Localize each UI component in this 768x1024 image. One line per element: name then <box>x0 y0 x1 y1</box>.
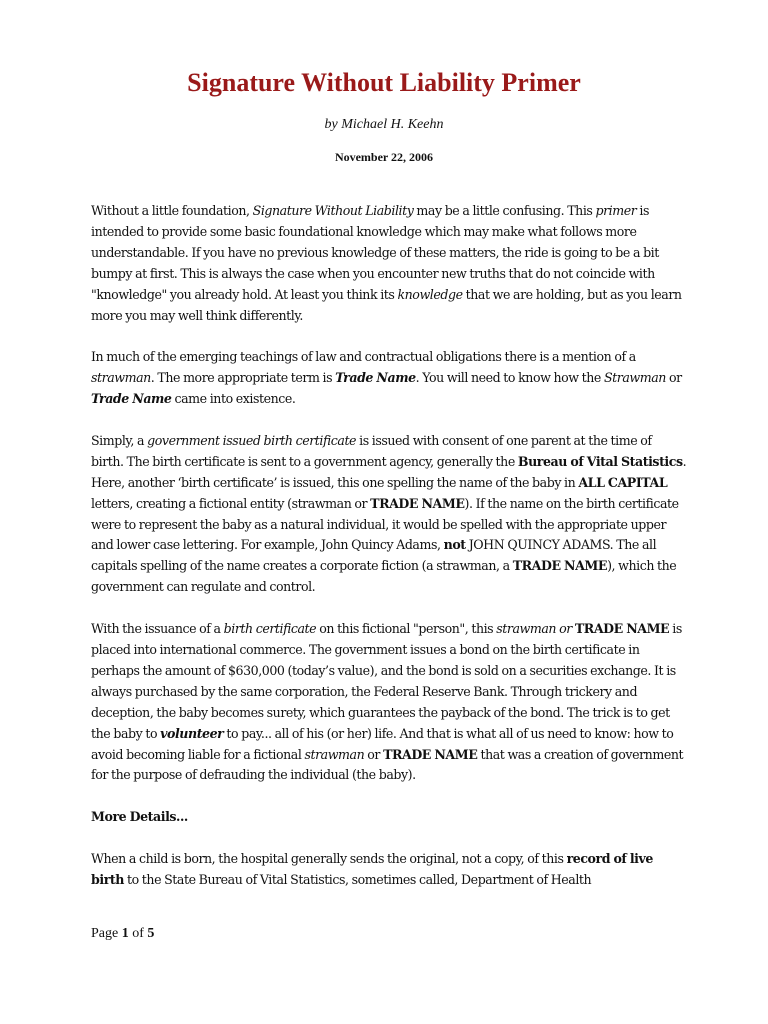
document-title: Signature Without Liability Primer <box>187 68 581 97</box>
publication-date: November 22, 2006 <box>334 150 434 164</box>
text-run: When a child is born, the hospital generally sends the original, not a copy, of this <box>91 851 567 867</box>
emphasized-text: Trade Name <box>91 391 172 407</box>
section-heading <box>91 807 687 828</box>
emphasized-text: TRADE NAME <box>370 495 465 511</box>
text-run: may be a little confusing. This <box>413 203 596 218</box>
total-page-count: 5 <box>147 926 155 941</box>
emphasized-text: strawman or <box>496 621 572 637</box>
emphasized-text: Trade Name <box>335 370 416 386</box>
emphasized-text: volunteer <box>160 725 224 741</box>
text-run: is intended to provide some basic foundational knowledge which may make what follows more understandable. If you have no previous knowledge of these matters, the ride is going to be a bit bumpy at first. This is always the case when you encounter new truths that do not coincide with "knowledge" you already hold. At least you think its <box>91 203 659 302</box>
text-run: ). If the name on the birth certificate were to represent the baby as a natural individual, it would be spelled with the appropriate upper and lower case lettering. For example, John Quincy Adams, <box>91 495 679 553</box>
text-run: . The more appropriate term is <box>150 370 336 386</box>
emphasized-text: strawman <box>304 746 365 762</box>
emphasized-text: knowledge <box>397 286 463 302</box>
text-run: that was a creation of government for the purpose of defrauding the individual (the baby). <box>91 746 684 783</box>
emphasized-text: not <box>443 537 466 553</box>
text-run: letters, creating a fictional entity (strawman or <box>91 495 371 511</box>
text-run: In much of the emerging teachings of law and contractual obligations there is a mention of a <box>91 349 636 365</box>
emphasized-text: government issued birth certificate <box>147 432 357 448</box>
emphasized-text: Bureau of Vital Statistics <box>517 453 683 469</box>
emphasized-text: Strawman <box>603 370 666 386</box>
emphasized-text: strawman <box>91 370 151 386</box>
text-run: on this fictional "person", this <box>316 621 497 637</box>
text-run: is issued with consent of one parent at the time of birth. The birth certificate is sent to a government agency, generally the <box>91 432 652 469</box>
text-run: to the State Bureau of Vital Statistics, sometimes called, Department of Health <box>123 871 592 887</box>
text-run: Simply, a <box>91 432 148 448</box>
emphasized-text: More Details... <box>91 809 188 825</box>
text-run: that we are holding, but as you learn more you may well think differently. <box>91 286 682 323</box>
text-run: came into existence. <box>171 391 296 407</box>
text-run: to pay... all of his (or her) life. And that is what all of us need to know: how to avoid becoming liable for a fictional <box>91 725 674 762</box>
text-run: or <box>364 746 384 762</box>
emphasized-text: TRADE NAME <box>574 621 670 637</box>
author-byline: by Michael H. Keehn <box>324 117 444 132</box>
text-run: Without a little foundation, <box>91 203 253 218</box>
emphasized-text: record of live birth <box>91 851 653 887</box>
document-body <box>91 201 687 912</box>
text-run: With the issuance of a <box>91 621 224 637</box>
text-run: or <box>665 370 682 386</box>
emphasized-text: primer <box>595 203 637 218</box>
current-page-number: 1 <box>121 926 129 941</box>
body-paragraph <box>91 431 687 598</box>
emphasized-text: birth certificate <box>223 621 317 637</box>
body-paragraph <box>91 347 687 410</box>
body-paragraph <box>91 201 687 326</box>
page-word: Page <box>91 926 119 941</box>
emphasized-text: ALL CAPITAL <box>578 474 668 490</box>
text-run: ), which the government can regulate and control. <box>91 558 677 595</box>
body-paragraph <box>91 849 687 891</box>
emphasized-text: Signature Without Liability <box>252 203 414 218</box>
body-paragraph <box>91 619 687 786</box>
text-run: JOHN QUINCY ADAMS. The all capitals spelling of the name creates a corporate fiction (a strawman, a <box>91 537 657 574</box>
emphasized-text: TRADE NAME <box>383 746 478 762</box>
of-word: of <box>132 926 144 941</box>
text-run: is placed into international commerce. The government issues a bond on the birth certificate in perhaps the amount of $630,000 (today’s value), and the bond is sold on a securities exchange. It is always purchased by the same corporation, the Federal Reserve Bank. Through trickery and deception, the baby becomes surety, which guarantees the payback of the bond. The trick is to get the baby to <box>91 621 682 741</box>
text-run: . Here, another ‘birth certificate’ is issued, this one spelling the name of the baby in <box>91 453 687 490</box>
page-footer <box>91 926 154 942</box>
emphasized-text: TRADE NAME <box>512 558 608 574</box>
text-run: . You will need to know how the <box>415 370 604 386</box>
